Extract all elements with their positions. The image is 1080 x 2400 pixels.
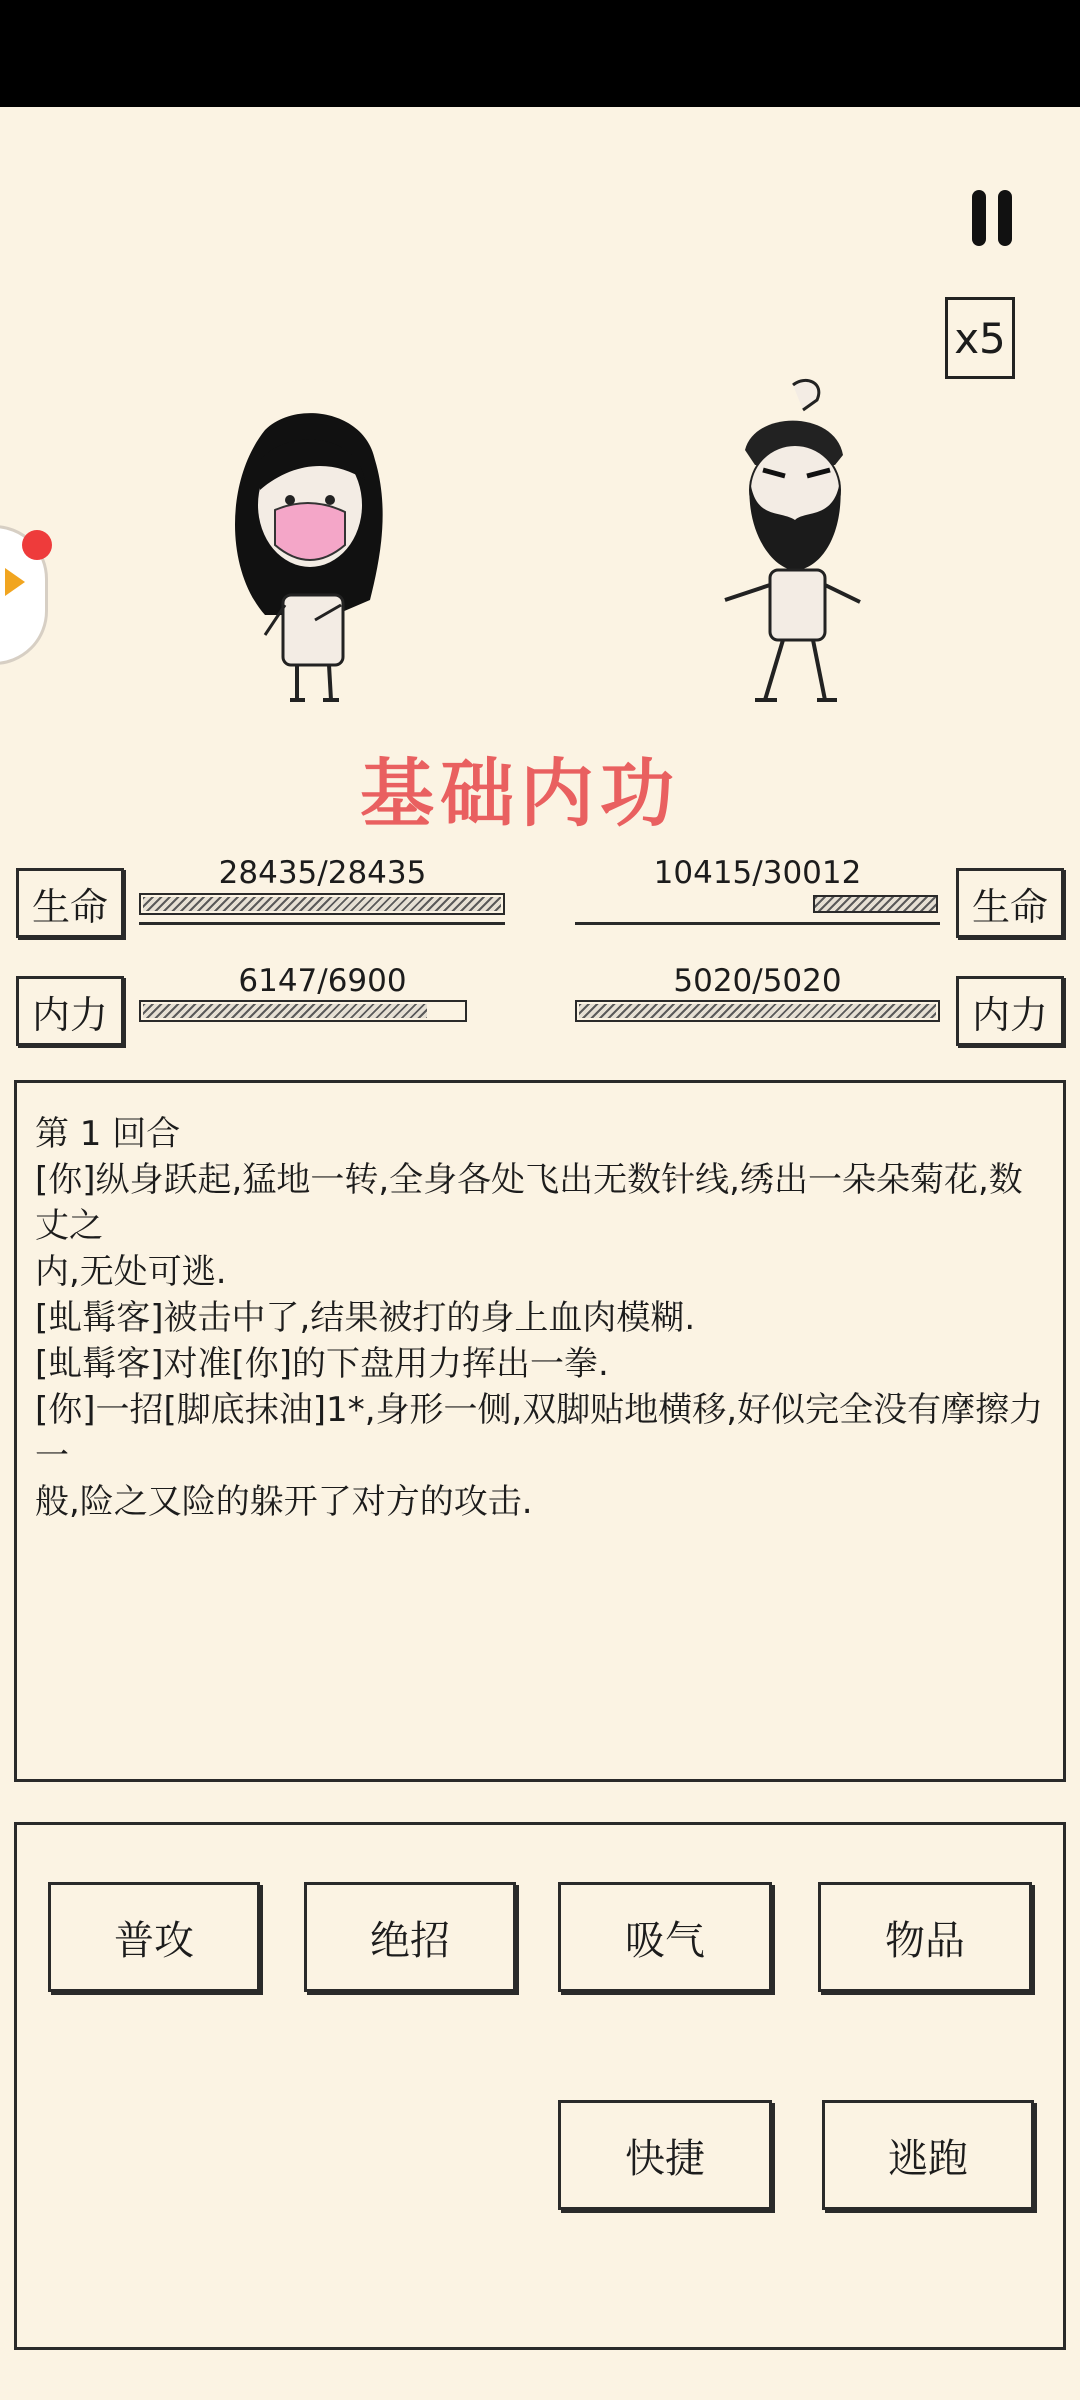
quick-button[interactable]: 快捷 bbox=[558, 2100, 772, 2210]
log-line: 般,险之又险的躲开了对方的攻击. bbox=[35, 1482, 533, 1522]
player-mp-fill bbox=[143, 1004, 427, 1018]
log-line: 内,无处可逃. bbox=[35, 1252, 227, 1292]
enemy-hp-fill bbox=[815, 897, 936, 911]
ultimate-button[interactable]: 绝招 bbox=[304, 1882, 516, 1992]
pause-icon bbox=[972, 190, 986, 246]
player-mp-bar bbox=[139, 1000, 467, 1022]
notification-dot bbox=[22, 530, 52, 560]
player-character bbox=[205, 400, 405, 710]
enemy-hp-label: 生命 bbox=[956, 868, 1064, 938]
player-hp-bar bbox=[139, 893, 505, 915]
player-hp-value: 28435/28435 bbox=[218, 855, 427, 891]
battle-log[interactable] bbox=[14, 1080, 1066, 1782]
speed-toggle-button[interactable]: x5 bbox=[945, 297, 1015, 379]
enemy-mp-value: 5020/5020 bbox=[673, 963, 842, 999]
log-line: [你]一招[脚底抹油]1*,身形一侧,双脚贴地横移,好似完全没有摩擦力一 bbox=[35, 1390, 1044, 1476]
log-line: 第 1 回合 bbox=[35, 1114, 181, 1154]
enemy-hp-bar bbox=[575, 893, 940, 915]
skill-name-text: 基础内功 bbox=[360, 751, 680, 837]
player-hp-fill bbox=[143, 897, 501, 911]
enemy-mp-label: 内力 bbox=[956, 976, 1064, 1046]
enemy-character bbox=[685, 370, 885, 710]
enemy-mp-fill bbox=[579, 1004, 936, 1018]
status-bar bbox=[0, 0, 1080, 107]
log-line: [虬髯客]被击中了,结果被打的身上血肉模糊. bbox=[35, 1298, 696, 1338]
attack-button[interactable]: 普攻 bbox=[48, 1882, 260, 1992]
enemy-mp-bar bbox=[575, 1000, 940, 1022]
chevron-right-icon bbox=[5, 568, 25, 596]
enemy-hp-value: 10415/30012 bbox=[653, 855, 862, 891]
log-line: [虬髯客]对准[你]的下盘用力挥出一拳. bbox=[35, 1344, 609, 1384]
breathe-button[interactable]: 吸气 bbox=[558, 1882, 772, 1992]
pause-button[interactable] bbox=[966, 190, 1018, 246]
log-line: [你]纵身跃起,猛地一转,全身各处飞出无数针线,绣出一朵朵菊花,数丈之 bbox=[35, 1160, 1023, 1246]
items-button[interactable]: 物品 bbox=[818, 1882, 1032, 1992]
player-hp-label: 生命 bbox=[16, 868, 124, 938]
player-mp-label: 内力 bbox=[16, 976, 124, 1046]
player-mp-value: 6147/6900 bbox=[238, 963, 407, 999]
flee-button[interactable]: 逃跑 bbox=[822, 2100, 1034, 2210]
